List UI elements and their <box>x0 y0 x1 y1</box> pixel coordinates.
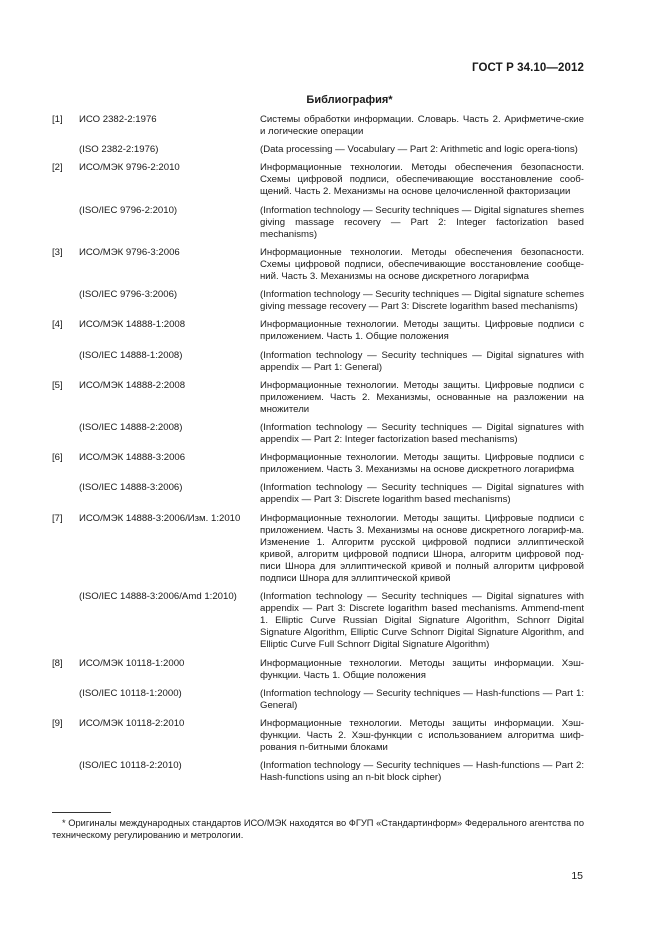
entry-description: (Information technology — Security techniques — Digital signatures with appendix — Part 2: Integer factorization based mechanisms) <box>260 421 584 446</box>
entry-standard-id: ИСО/МЭК 10118-2:2010 <box>79 717 185 729</box>
entry-number <box>52 688 79 712</box>
entry-description: Информационные технологии. Методы защиты. Цифровые подписи с приложением. Часть 1. Общие положения <box>260 319 584 343</box>
entry-number: [9] <box>52 717 63 729</box>
entry-number <box>52 289 79 313</box>
bibliography-entry-english <box>52 688 584 712</box>
entry-number <box>52 422 79 446</box>
entry-description: Информационные технологии. Методы защиты. Цифровые подписи с приложением. Часть 3. Механизмы на основе дискретного логарифма <box>260 452 584 476</box>
entry-number: [7] <box>52 512 63 524</box>
bibliography-entry <box>52 247 584 283</box>
page-number: 15 <box>571 870 583 882</box>
bibliography-title: Библиография* <box>306 94 393 106</box>
entry-description: (Information technology — Security techniques — Digital signatures with appendix — Part 3: Discrete logarithm based mechanisms. Ammend-ment 1. Elliptic Curve Russian Digital Signature Algorithm, Schnorr Digital Signature Algorithm, Elliptic Curve Schnorr Digital Signature Algorithm, and Elliptic Curve Full Schnorr Digital Signature Algorithm) <box>260 591 584 651</box>
entry-standard-id: ИСО/МЭК 14888-3:2006/Изм. 1:2010 <box>79 512 241 524</box>
entry-number: [3] <box>52 246 63 258</box>
entry-standard-id: ИСО/МЭК 14888-2:2008 <box>79 379 186 391</box>
bibliography-entry-english <box>52 350 584 374</box>
bibliography-entry <box>52 319 584 343</box>
footnote: * Оригиналы международных стандартов ИСО/МЭК находятся во ФГУП «Стандартинформ» Федерального агентства по техническому регулированию и метрологии. <box>52 818 584 840</box>
entry-number: [1] <box>52 114 63 125</box>
bibliography-entry <box>52 658 584 682</box>
entry-standard-id: ИСО/МЭК 9796-2:2010 <box>79 162 180 174</box>
bibliography-entry-english <box>52 482 584 506</box>
bibliography-entry <box>52 162 584 198</box>
entry-description: Информационные технологии. Методы защиты информации. Хэш-функции. Часть 1. Общие положения <box>260 657 584 681</box>
entry-description: Информационные технологии. Методы обеспечения безопасности. Схемы цифровой подписи, обеспечивающие восстановление сооб-щений. Часть 2. Механизмы на основе целочисленной факторизации <box>260 162 584 198</box>
bibliography-entry-english <box>52 205 584 241</box>
bibliography-entry <box>52 380 584 416</box>
bibliography-entry-english <box>52 760 584 784</box>
entry-description: Информационные технологии. Методы защиты. Цифровые подписи с приложением. Часть 3. Механизмы на основе дискретного логариф-ма. Изменение 1. Алгоритм русской цифровой подписи эллиптической кривой, алгоритм цифровой подписи Шнора, алгоритм цифровой под-писи Шнора для эллиптической кривой и полный алгоритм цифровой подписи Шнора для эллиптической кривой <box>260 512 584 584</box>
entry-description: Информационные технологии. Методы защиты. Цифровые подписи с приложением. Часть 2. Механизмы, основанные на разложении на множители <box>260 379 584 415</box>
footnote-rule <box>52 812 111 813</box>
entry-standard-id: (ISO 2382-2:1976) <box>79 144 159 156</box>
bibliography-entry-english <box>52 144 584 156</box>
entry-number <box>52 591 79 651</box>
bibliography-entry-english <box>52 422 584 446</box>
entry-description: Системы обработки информации. Словарь. Часть 2. Арифметиче-ские и логические операции <box>260 114 584 138</box>
entry-standard-id: (ISO/IEC 10118-2:2010) <box>79 760 182 772</box>
entry-description: (Information technology — Security techniques — Digital signature schemes giving message recovery — Part 3: Discrete logarithm based mechanisms) <box>260 289 584 313</box>
entry-description: Информационные технологии. Методы обеспечения безопасности. Схемы цифровой подписи, обеспечивающие восстановление сообще-ний. Часть 3. Механизмы на основе дискретного логарифма <box>260 246 584 283</box>
entry-standard-id: ИСО 2382-2:1976 <box>79 114 157 125</box>
bibliography-entry <box>52 513 584 586</box>
bibliography-entry <box>52 718 584 754</box>
entry-standard-id: (ISO/IEC 9796-2:2010) <box>79 204 178 216</box>
entry-number: [2] <box>52 162 63 174</box>
entry-standard-id: (ISO/IEC 9796-3:2006) <box>79 289 178 301</box>
entry-description: (Information technology — Security techniques — Digital signatures with appendix — Part 1: General) <box>260 349 584 373</box>
entry-standard-id: ИСО/МЭК 10118-1:2000 <box>79 657 185 669</box>
entry-standard-id: (ISO/IEC 14888-3:2006/Amd 1:2010) <box>79 591 237 603</box>
entry-number <box>52 205 79 241</box>
entry-standard-id: ИСО/МЭК 14888-3:2006 <box>79 452 186 464</box>
entry-description: (Information technology — Security techniques — Digital signatures shemes giving massage recovery — Part 2: Integer factorization based mechanisms) <box>260 204 584 240</box>
entry-number <box>52 144 79 156</box>
entry-number <box>52 482 79 506</box>
entry-description: (Data processing — Vocabulary — Part 2: Arithmetic and logic opera-tions) <box>260 144 578 156</box>
bibliography-entry-english <box>52 289 584 313</box>
entry-number: [6] <box>52 452 63 464</box>
entry-description: (Information technology — Security techniques — Hash-functions — Part 1: General) <box>260 687 584 711</box>
entry-standard-id: ИСО/МЭК 14888-1:2008 <box>79 319 186 331</box>
bibliography-entry <box>52 452 584 476</box>
entry-description: Информационные технологии. Методы защиты информации. Хэш-функции. Часть 2. Хэш-функции с использованием алгоритма шиф-рования n-битными блоками <box>260 717 584 754</box>
entry-standard-id: (ISO/IEC 10118-1:2000) <box>79 687 182 699</box>
entry-standard-id: (ISO/IEC 14888-1:2008) <box>79 349 183 361</box>
entry-description: (Information technology — Security techniques — Hash-functions — Part 2: Hash-functions using an n-bit block cipher) <box>260 760 584 784</box>
entry-number <box>52 350 79 374</box>
entry-standard-id: (ISO/IEC 14888-2:2008) <box>79 421 183 433</box>
entry-number: [5] <box>52 379 63 391</box>
bibliography-entry-english <box>52 591 584 651</box>
entry-standard-id: (ISO/IEC 14888-3:2006) <box>79 482 183 494</box>
standard-code-header: ГОСТ Р 34.10—2012 <box>472 62 584 74</box>
entry-standard-id: ИСО/МЭК 9796-3:2006 <box>79 246 180 258</box>
entry-description: (Information technology — Security techniques — Digital signatures with appendix — Part 3: Discrete logarithm based mechanisms) <box>260 482 584 506</box>
entry-number: [8] <box>52 657 63 669</box>
entry-number <box>52 760 79 784</box>
entry-number: [4] <box>52 319 63 331</box>
bibliography-entry <box>52 114 584 138</box>
bibliography-list <box>52 114 584 790</box>
